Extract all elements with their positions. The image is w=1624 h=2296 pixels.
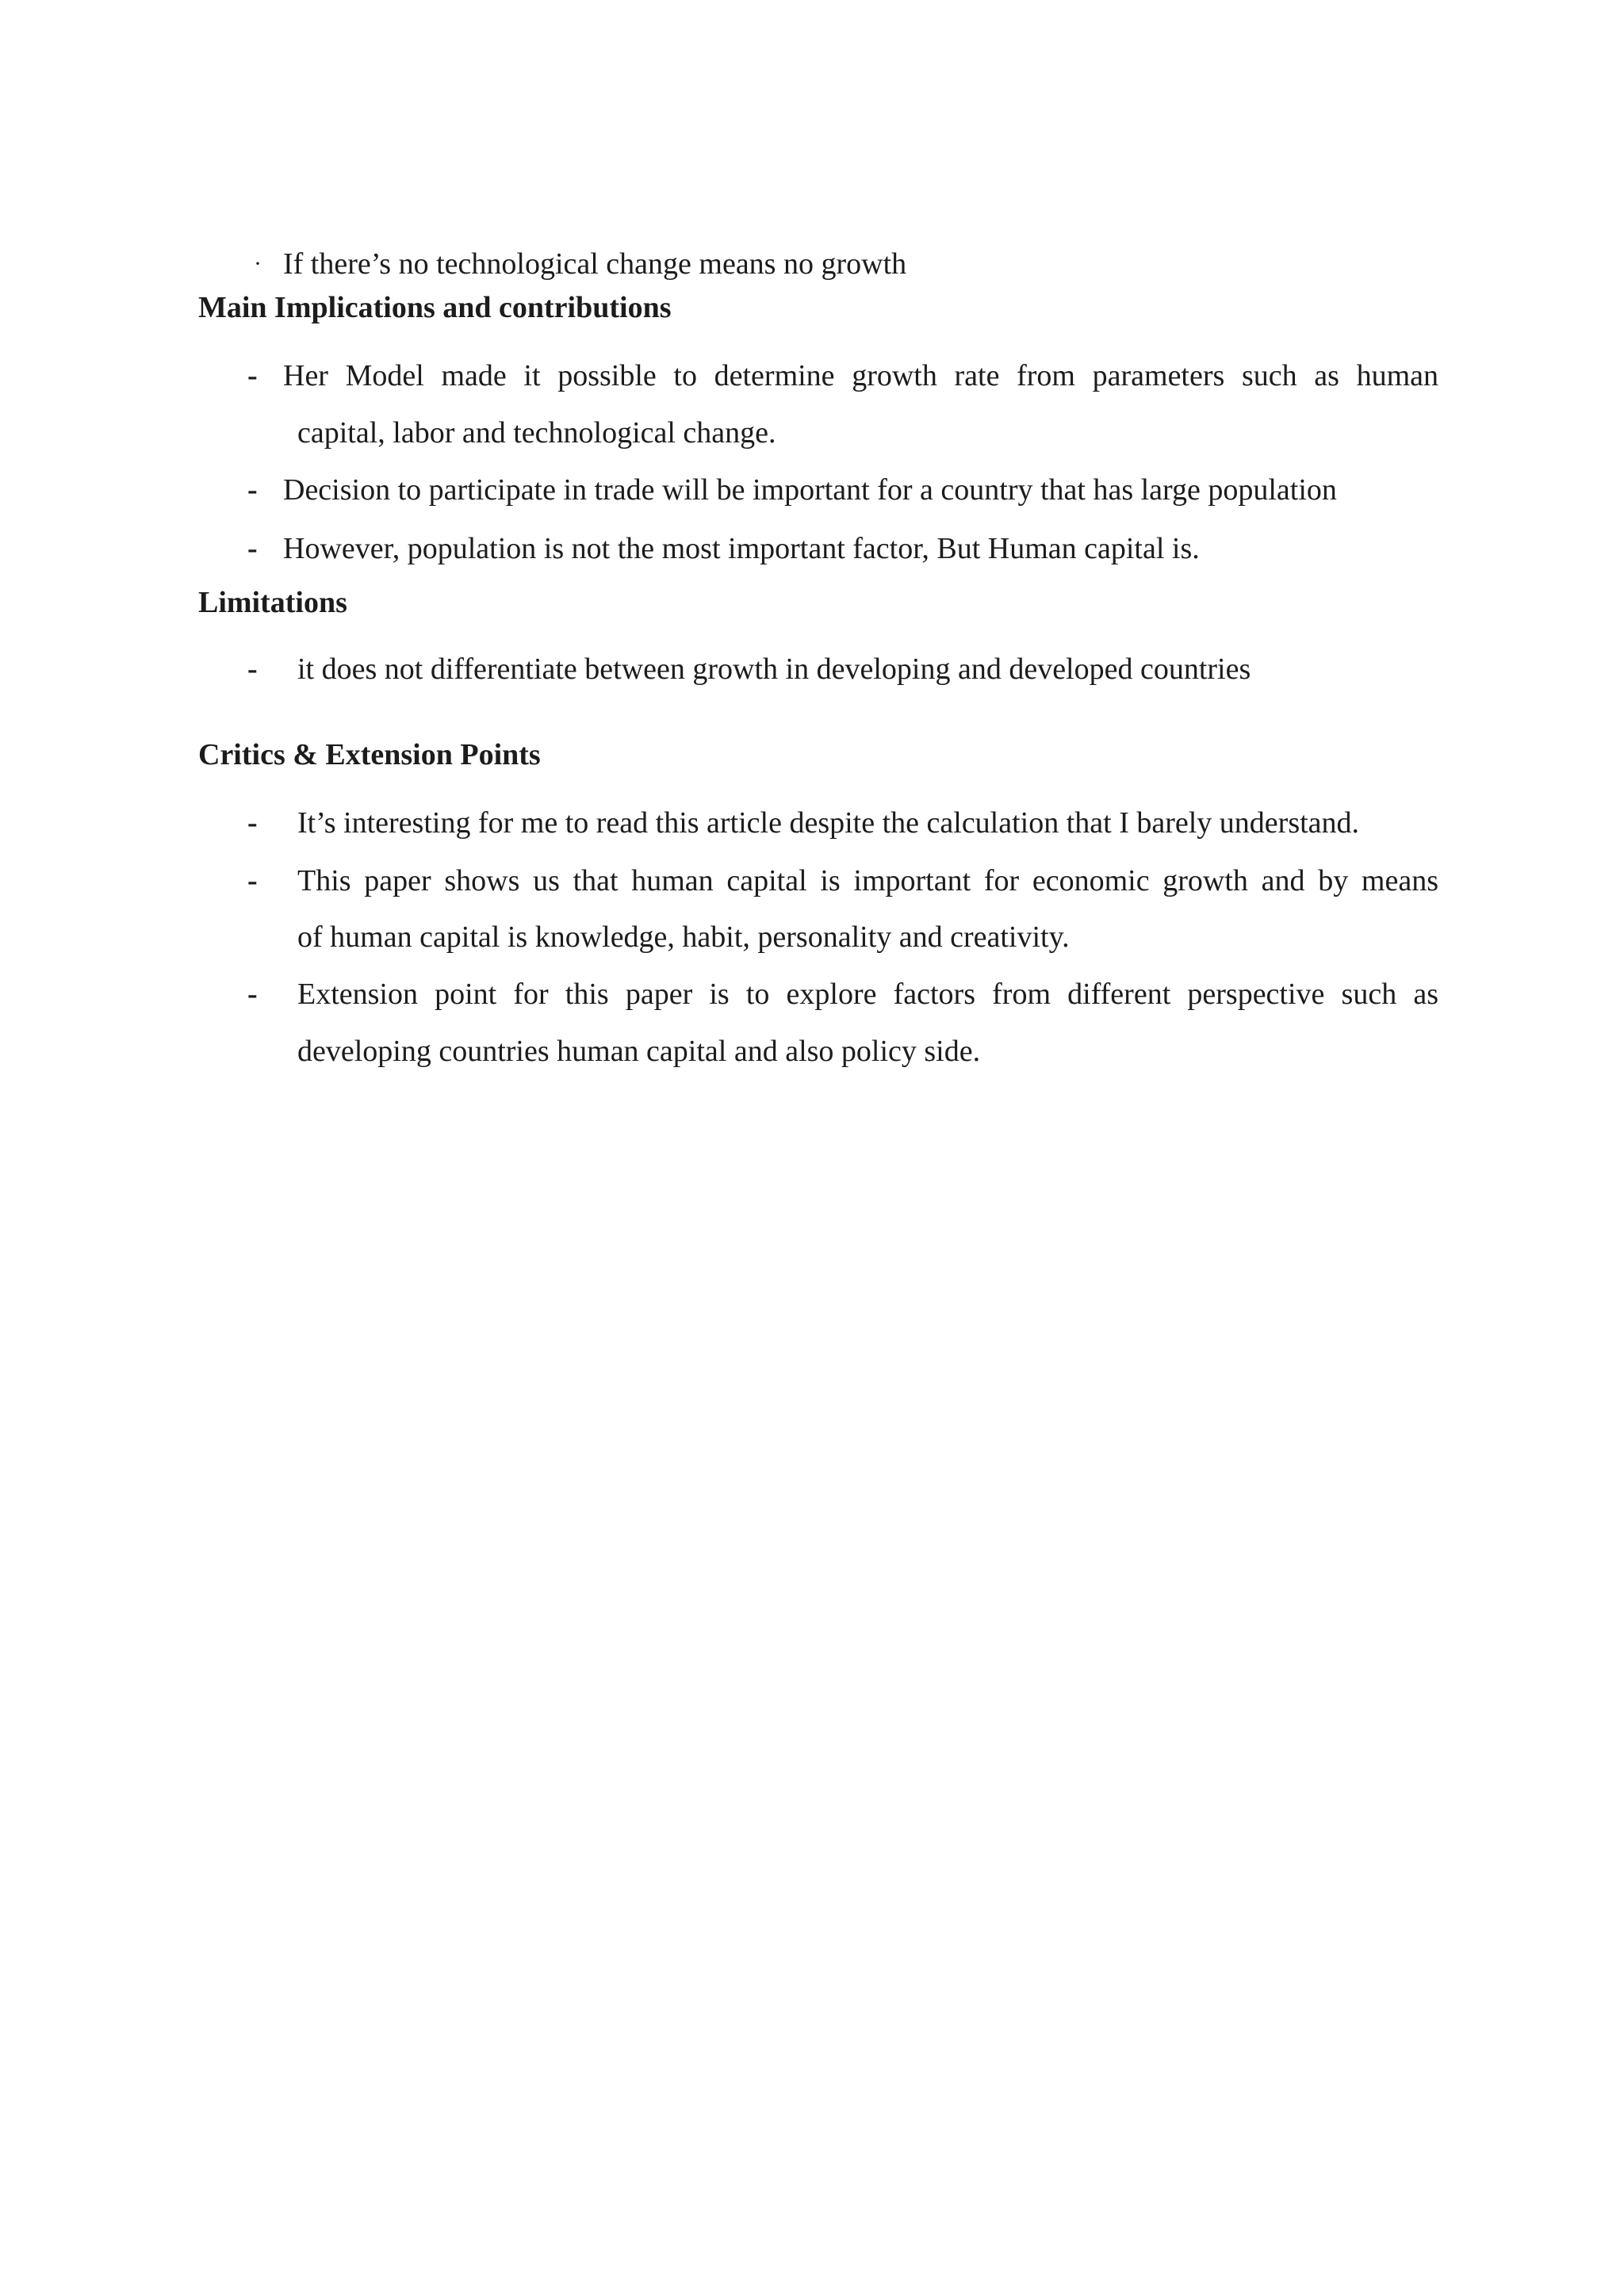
critics-heading: Critics & Extension Points: [198, 738, 541, 771]
list-item-continuation: of human capital is knowledge, habit, personality and creativity.: [297, 920, 1070, 954]
list-marker: -: [247, 532, 258, 565]
list-marker: -: [247, 473, 258, 507]
list-item-text: Extension point for this paper is to explore factors from different perspective such as: [297, 978, 1438, 1011]
bullet-text: If there’s no technological change means no growth: [283, 247, 907, 281]
list-marker: -: [247, 806, 258, 840]
implications-heading: Main Implications and contributions: [198, 291, 672, 324]
list-item-continuation: developing countries human capital and also policy side.: [297, 1035, 981, 1068]
list-marker: -: [247, 864, 258, 897]
list-item-text: Decision to participate in trade will be important for a country that has large population: [283, 473, 1337, 507]
list-item-text: This paper shows us that human capital is important for economic growth and by means: [297, 864, 1438, 897]
list-marker: -: [247, 652, 258, 686]
list-marker: -: [247, 978, 258, 1011]
list-item-text: Her Model made it possible to determine growth rate from parameters such as human: [283, 359, 1438, 392]
limitations-heading: Limitations: [198, 586, 347, 619]
list-marker: -: [247, 359, 258, 392]
list-item-text: It’s interesting for me to read this article despite the calculation that I barely understand.: [297, 806, 1360, 840]
list-item-text: However, population is not the most important factor, But Human capital is.: [283, 532, 1200, 565]
list-item-text: it does not differentiate between growth in developing and developed countries: [297, 652, 1251, 686]
bullet-marker: ·: [254, 251, 262, 277]
list-item-continuation: capital, labor and technological change.: [297, 416, 776, 450]
